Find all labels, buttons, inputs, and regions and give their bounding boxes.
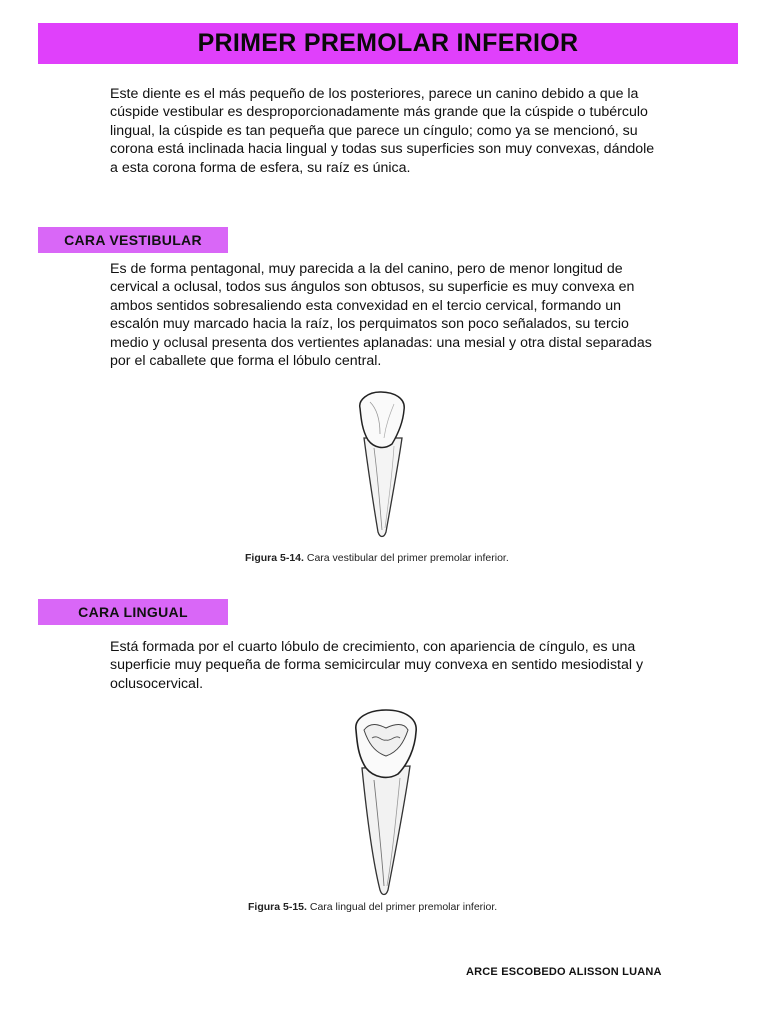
vestibular-paragraph: Es de forma pentagonal, muy parecida a la del canino, pero de menor longitud de cervical a oclusal, todos sus ángulos son obtusos, su superficie es muy convexa en ambos sentidos sobresaliendo esta convexidad en el tercio cervical, formando un escalón muy marcado hacia la raíz, los perquimatos son poco señalados, su tercio medio y oclusal presenta dos vertientes aplanadas: una mesial y otra distal separadas por el caballete que forma el lóbulo central.	[110, 261, 652, 370]
author-name: ARCE ESCOBEDO ALISSON LUANA	[466, 966, 662, 978]
figure-caption-text: Cara lingual del primer premolar inferior.	[309, 901, 498, 913]
vestibular-tooth-illustration	[340, 388, 430, 540]
figure-caption-text: Cara vestibular del primer premolar inferior.	[306, 552, 509, 564]
section-label-lingual: CARA LINGUAL	[38, 599, 228, 625]
page-title: PRIMER PREMOLAR INFERIOR	[197, 29, 579, 57]
section-label-vestibular: CARA VESTIBULAR	[38, 227, 228, 253]
figure-number: Figura 5-15.	[248, 901, 307, 913]
figure-caption-lingual	[248, 901, 497, 913]
figure-number: Figura 5-14.	[245, 552, 304, 564]
figure-caption-vestibular	[245, 552, 509, 564]
intro-paragraph: Este diente es el más pequeño de los posteriores, parece un canino debido a que la cúspide vestibular es desproporcionadamente más grande que la cúspide o tubérculo lingual, la cúspide es tan pequeña que parece un cíngulo; como ya se mencionó, su corona está inclinada hacia lingual y todas sus superficies son muy convexas, dándole a esta corona forma de esfera, su raíz es única.	[110, 86, 655, 176]
lingual-paragraph: Está formada por el cuarto lóbulo de crecimiento, con apariencia de cíngulo, es una superficie muy pequeña de forma semicircular muy convexa en sentido mesiodistal y oclusocervical.	[110, 639, 644, 692]
lingual-tooth-illustration	[342, 708, 432, 898]
title-banner	[38, 23, 738, 64]
